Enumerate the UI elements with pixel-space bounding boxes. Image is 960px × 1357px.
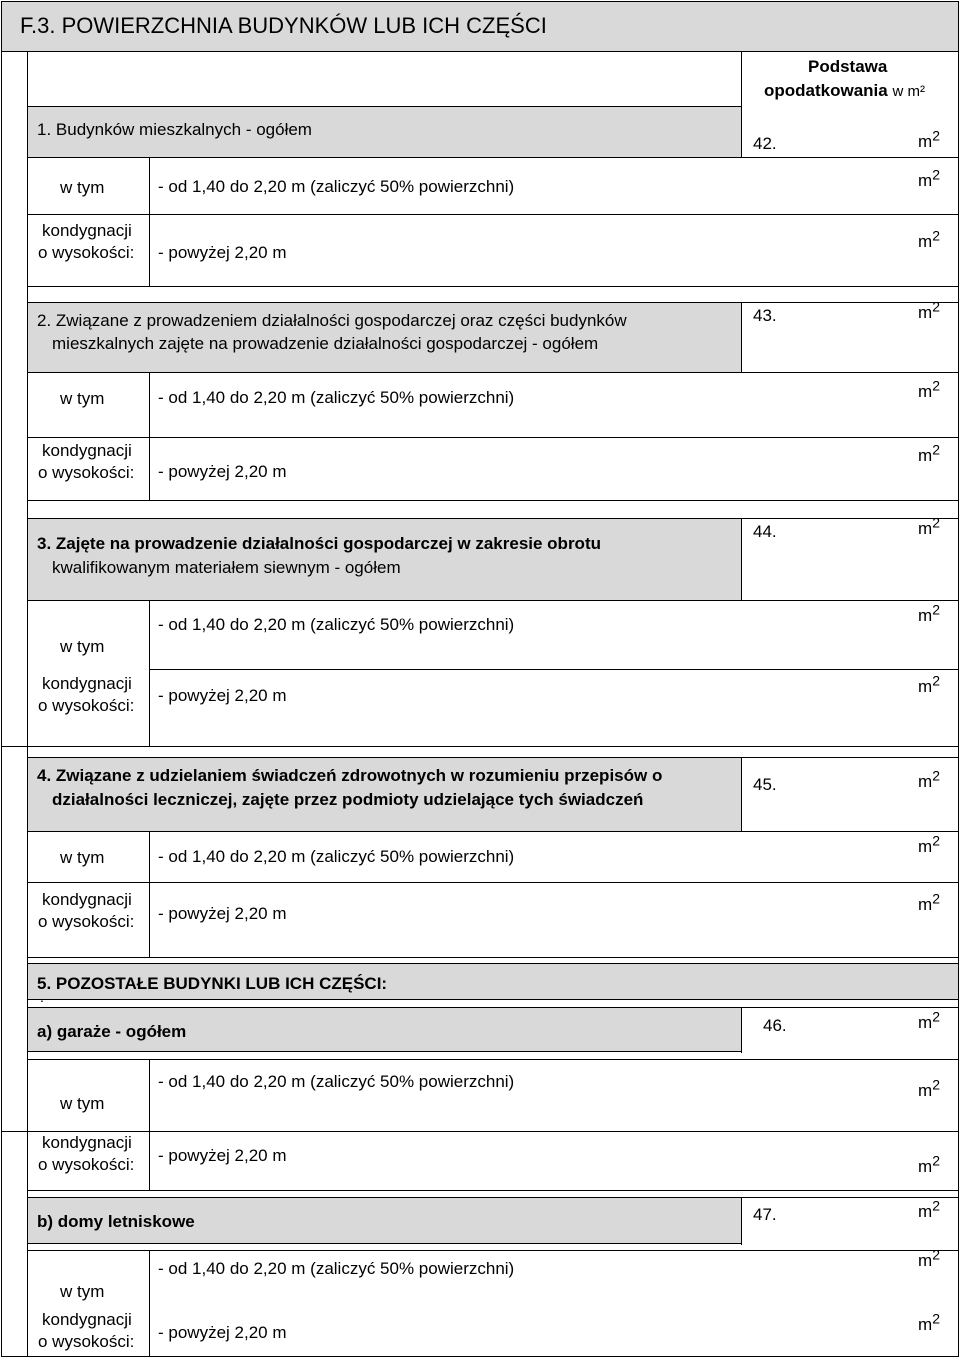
section-5a-above-unit: $m^2$ [918, 1152, 940, 1176]
section-4-range: - od 1,40 do 2,20 m (zaliczyć 50% powierzchni) [158, 847, 515, 866]
section-5b-range: - od 1,40 do 2,20 m (zaliczyć 50% powierzchni) [158, 1259, 515, 1278]
basis-header-line2: opodatkowania w m² [764, 81, 925, 100]
section-4-title-line1: 4. Związane z udzielaniem świadczeń zdrowotnych w rozumieniu przepisów o [37, 766, 663, 785]
section-4-above-unit: $m^2$ [918, 890, 940, 914]
section-5b-kondygnacji: kondygnacji [42, 1310, 132, 1329]
section-3-range-unit: $m^2$ [918, 601, 940, 625]
section-4-title-line2: działalności leczniczej, zajęte przez podmioty udzielające tych świadczeń [52, 790, 644, 809]
section-3-number: 44. [753, 522, 777, 541]
section-5b-o-wysokosci: o wysokości: [38, 1332, 135, 1351]
section-3-unit: $m^2$ [918, 514, 940, 538]
section-2-kondygnacji: kondygnacji [42, 441, 132, 460]
section-5b-w-tym: w tym [60, 1282, 105, 1301]
section-5b-unit: $m^2$ [918, 1197, 940, 1221]
section-3-above-unit: $m^2$ [918, 672, 940, 696]
section-1-above-unit: $m^2$ [918, 227, 940, 251]
section-5a-o-wysokosci: o wysokości: [38, 1155, 135, 1174]
section-1-kondygnacji: kondygnacji [42, 221, 132, 240]
section-4-unit: $m^2$ [918, 767, 940, 791]
section-2-title-line1: 2. Związane z prowadzeniem działalności gospodarczej oraz części budynków [37, 311, 627, 330]
section-2-above: - powyżej 2,20 m [158, 462, 287, 481]
section-5-dot: . [40, 989, 44, 1005]
section-5a-title: a) garaże - ogółem [37, 1022, 187, 1041]
section-3-range: - od 1,40 do 2,20 m (zaliczyć 50% powierzchni) [158, 615, 515, 634]
section-4-number: 45. [753, 775, 777, 794]
section-1-range: - od 1,40 do 2,20 m (zaliczyć 50% powierzchni) [158, 177, 515, 196]
section-3-o-wysokosci: o wysokości: [38, 696, 135, 715]
section-3-above: - powyżej 2,20 m [158, 686, 287, 705]
section-2-title-line2: mieszkalnych zajęte na prowadzenie działalności gospodarczej - ogółem [52, 334, 599, 353]
section-5a-number: 46. [763, 1016, 787, 1035]
section-2-o-wysokosci: o wysokości: [38, 463, 135, 482]
section-1-o-wysokosci: o wysokości: [38, 243, 135, 262]
section-1-range-unit: $m^2$ [918, 166, 940, 190]
section-5a-above: - powyżej 2,20 m [158, 1146, 287, 1165]
section-5a-range-unit: $m^2$ [918, 1076, 940, 1100]
section-3-w-tym: w tym [60, 637, 105, 656]
section-3-title-line2: kwalifikowanym materiałem siewnym - ogółem [52, 558, 401, 577]
section-5b-range-unit: $m^2$ [918, 1246, 940, 1270]
basis-header-line1: Podstawa [808, 57, 888, 76]
section-5a-kondygnacji: kondygnacji [42, 1133, 132, 1152]
section-2-range: - od 1,40 do 2,20 m (zaliczyć 50% powierzchni) [158, 388, 515, 407]
section-4-range-unit: $m^2$ [918, 832, 940, 856]
form-title: F.3. POWIERZCHNIA BUDYNKÓW LUB ICH CZĘŚCI [20, 13, 547, 38]
section-2-range-unit: $m^2$ [918, 377, 940, 401]
section-1-above: - powyżej 2,20 m [158, 243, 287, 262]
section-5a-range: - od 1,40 do 2,20 m (zaliczyć 50% powierzchni) [158, 1072, 515, 1091]
section-2-unit: $m^2$ [918, 298, 940, 322]
section-5-title: 5. POZOSTAŁE BUDYNKI LUB ICH CZĘŚCI: [37, 974, 388, 993]
section-1-number: 42. [753, 134, 777, 153]
section-5b-above: - powyżej 2,20 m [158, 1323, 287, 1342]
section-5a-w-tym: w tym [60, 1094, 105, 1113]
section-1-w-tym: w tym [60, 178, 105, 197]
section-4-w-tym: w tym [60, 848, 105, 867]
section-5a-unit: $m^2$ [918, 1008, 940, 1032]
section-2-number: 43. [753, 306, 777, 325]
section-3-title-line1: 3. Zajęte na prowadzenie działalności gospodarczej w zakresie obrotu [37, 534, 601, 553]
section-5b-title: b) domy letniskowe [37, 1212, 195, 1231]
section-4-kondygnacji: kondygnacji [42, 890, 132, 909]
section-5b-number: 47. [753, 1205, 777, 1224]
section-4-above: - powyżej 2,20 m [158, 904, 287, 923]
section-1-unit: $m^2$ [918, 127, 940, 151]
section-5b-above-unit: $m^2$ [918, 1310, 940, 1334]
section-4-o-wysokosci: o wysokości: [38, 912, 135, 931]
section-2-above-unit: $m^2$ [918, 441, 940, 465]
section-2-w-tym: w tym [60, 389, 105, 408]
section-3-kondygnacji: kondygnacji [42, 674, 132, 693]
section-1-title: 1. Budynków mieszkalnych - ogółem [37, 120, 312, 139]
